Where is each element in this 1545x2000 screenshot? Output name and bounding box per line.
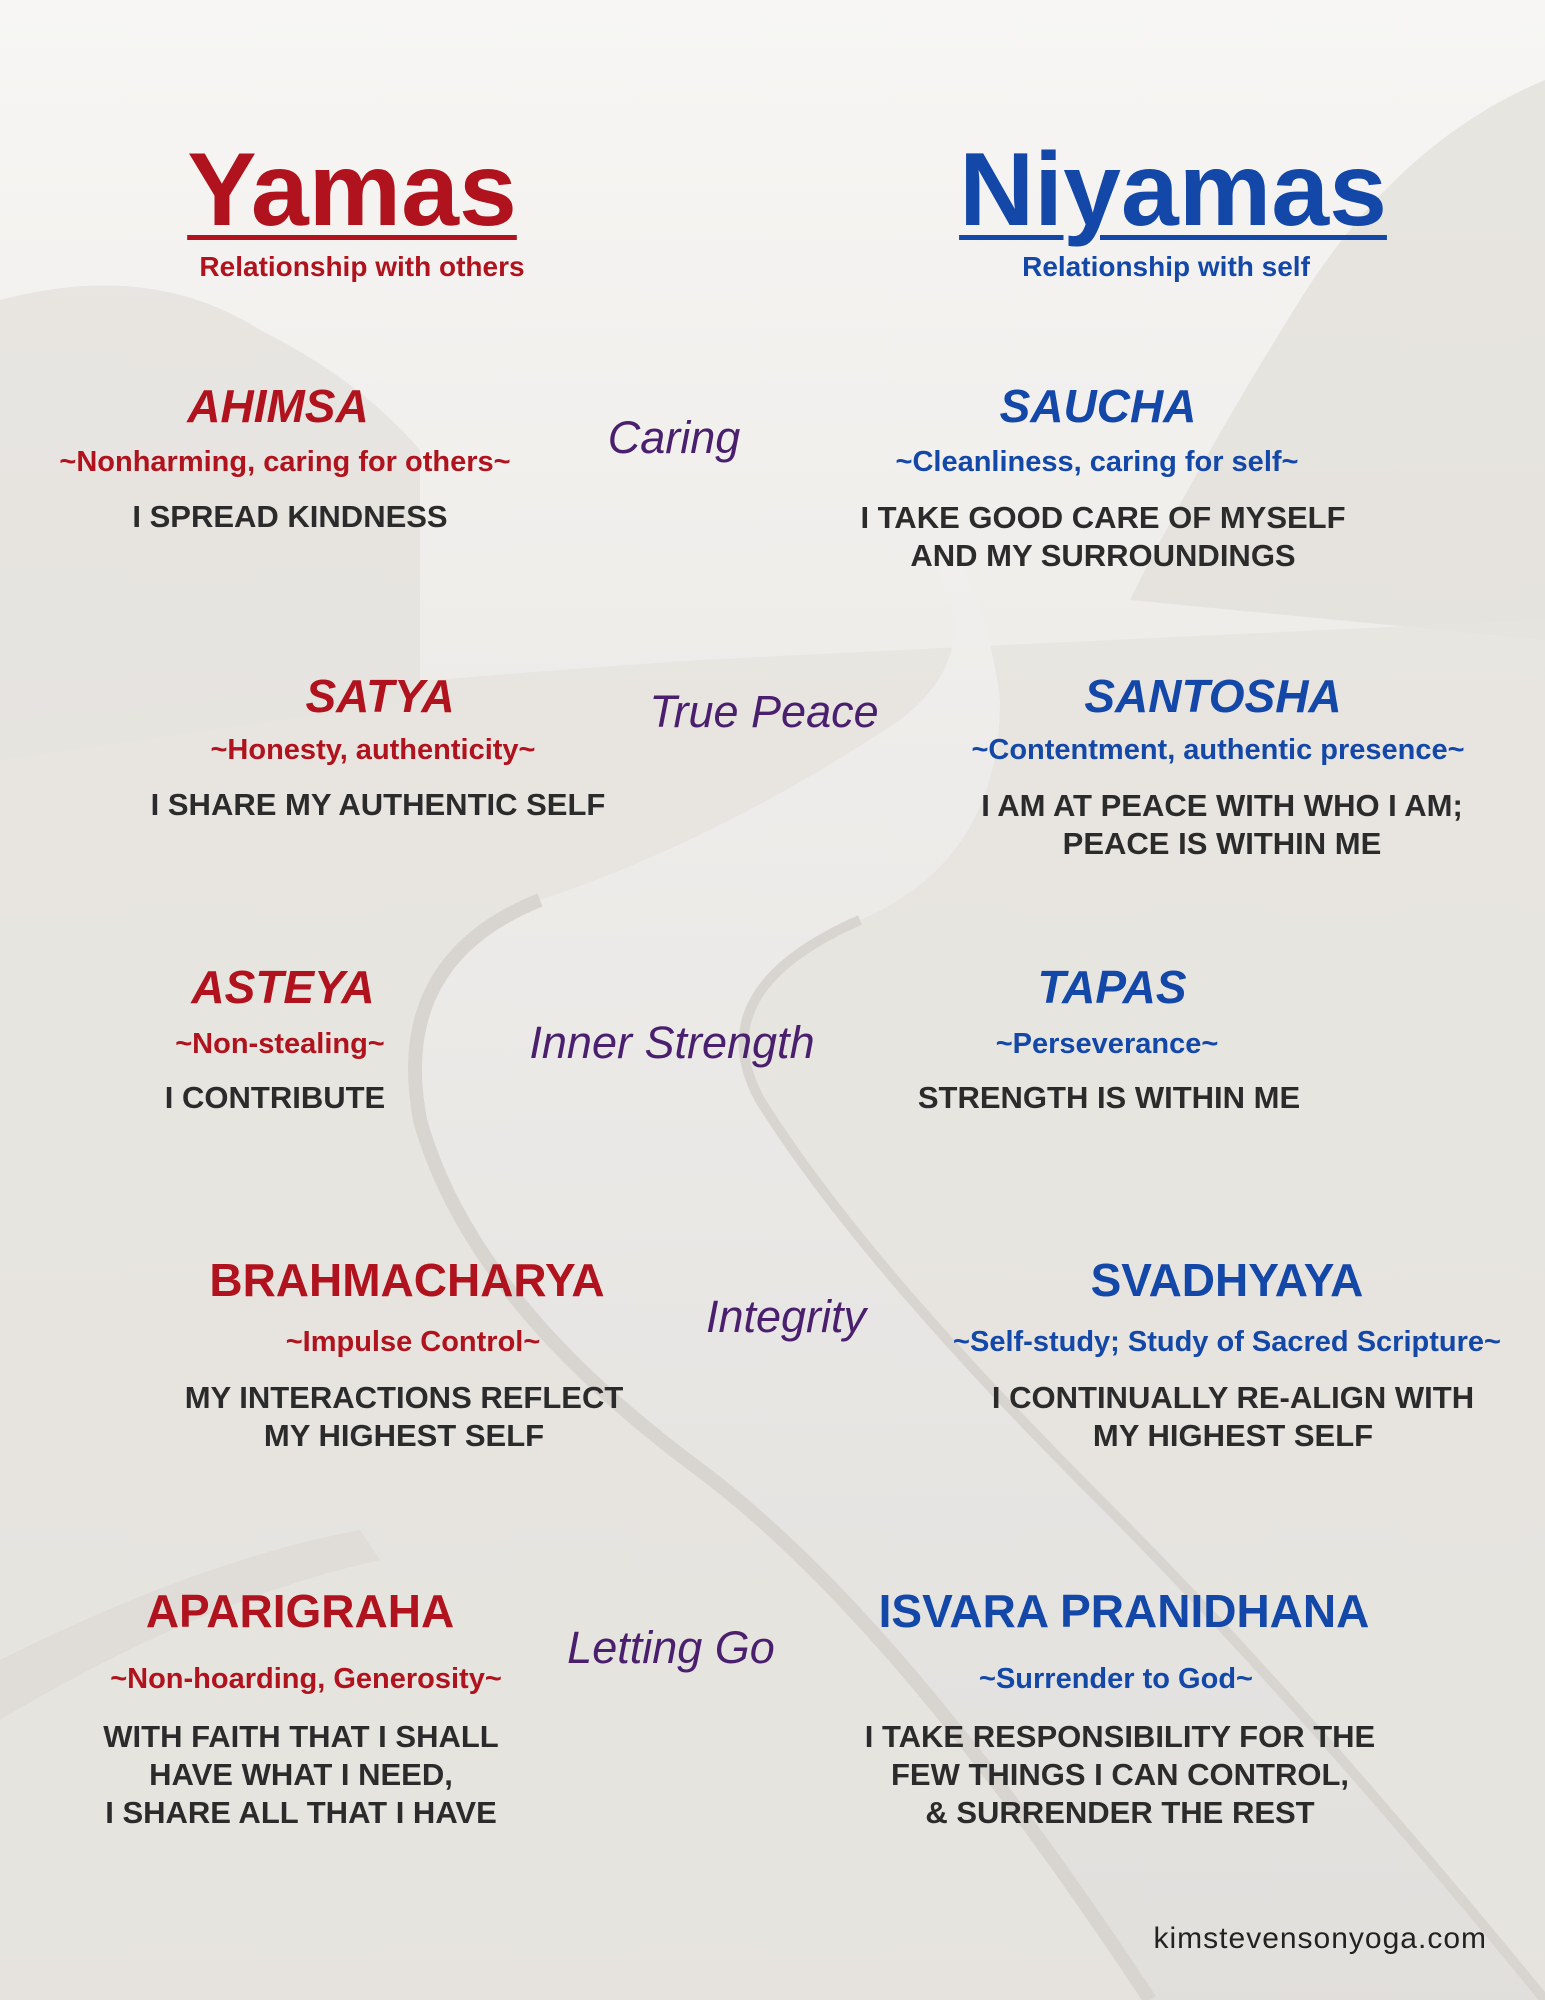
yamas-subtitle: Relationship with others bbox=[199, 251, 525, 282]
niyama-meaning-tapas: ~Perseverance~ bbox=[995, 1028, 1219, 1060]
yama-name-aparigraha: APARIGRAHA bbox=[145, 1585, 455, 1637]
yama-meaning-ahimsa: ~Nonharming, caring for others~ bbox=[59, 446, 511, 478]
theme-integrity: Integrity bbox=[705, 1291, 867, 1342]
yama-meaning-aparigraha: ~Non-hoarding, Generosity~ bbox=[110, 1663, 502, 1695]
yama-meaning-asteya: ~Non-stealing~ bbox=[175, 1028, 385, 1060]
yama-name-asteya: ASTEYA bbox=[191, 961, 375, 1013]
niyama-affirmation-svadhyaya: I CONTINUALLY RE-ALIGN WITH MY HIGHEST SELF bbox=[991, 1380, 1475, 1453]
niyama-affirmation-santosha: I AM AT PEACE WITH WHO I AM; PEACE IS WITHIN ME bbox=[981, 788, 1463, 861]
yama-affirmation-aparigraha: WITH FAITH THAT I SHALL HAVE WHAT I NEED, I SHARE ALL THAT I HAVE bbox=[103, 1719, 499, 1830]
niyamas-title: Niyamas bbox=[959, 132, 1387, 248]
yama-affirmation-asteya: I CONTRIBUTE bbox=[164, 1080, 386, 1115]
niyama-affirmation-saucha: I TAKE GOOD CARE OF MYSELF AND MY SURROUNDINGS bbox=[860, 500, 1346, 573]
niyama-name-santosha: SANTOSHA bbox=[1084, 670, 1342, 722]
niyama-meaning-santosha: ~Contentment, authentic presence~ bbox=[971, 734, 1465, 766]
niyama-affirmation-isvara-pranidhana: I TAKE RESPONSIBILITY FOR THE FEW THINGS I CAN CONTROL, & SURRENDER THE REST bbox=[864, 1719, 1376, 1830]
niyama-name-isvara-pranidhana: ISVARA PRANIDHANA bbox=[878, 1585, 1370, 1637]
yama-meaning-satya: ~Honesty, authenticity~ bbox=[210, 734, 536, 766]
theme-caring: Caring bbox=[607, 412, 741, 463]
yama-meaning-brahmacharya: ~Impulse Control~ bbox=[285, 1326, 541, 1358]
theme-true-peace: True Peace bbox=[649, 686, 879, 737]
yama-name-satya: SATYA bbox=[305, 670, 455, 722]
niyama-meaning-saucha: ~Cleanliness, caring for self~ bbox=[895, 446, 1299, 478]
website-footer: kimstevensonyoga.com bbox=[1153, 1922, 1487, 1955]
niyama-name-saucha: SAUCHA bbox=[999, 380, 1197, 432]
yama-affirmation-satya: I SHARE MY AUTHENTIC SELF bbox=[150, 787, 606, 822]
yama-name-ahimsa: AHIMSA bbox=[187, 380, 369, 432]
niyamas-subtitle: Relationship with self bbox=[1022, 251, 1310, 282]
niyama-name-tapas: TAPAS bbox=[1037, 961, 1187, 1013]
yama-name-brahmacharya: BRAHMACHARYA bbox=[209, 1254, 605, 1306]
yama-affirmation-ahimsa: I SPREAD KINDNESS bbox=[132, 499, 448, 534]
theme-inner-strength: Inner Strength bbox=[529, 1017, 815, 1068]
yamas-title: Yamas bbox=[187, 132, 517, 248]
theme-letting-go: Letting Go bbox=[567, 1622, 775, 1673]
niyama-affirmation-tapas: STRENGTH IS WITHIN ME bbox=[917, 1080, 1301, 1115]
yama-affirmation-brahmacharya: MY INTERACTIONS REFLECT MY HIGHEST SELF bbox=[184, 1380, 624, 1453]
niyama-meaning-svadhyaya: ~Self-study; Study of Sacred Scripture~ bbox=[953, 1326, 1501, 1358]
niyama-name-svadhyaya: SVADHYAYA bbox=[1090, 1254, 1364, 1306]
niyama-meaning-isvara-pranidhana: ~Surrender to God~ bbox=[979, 1663, 1253, 1695]
